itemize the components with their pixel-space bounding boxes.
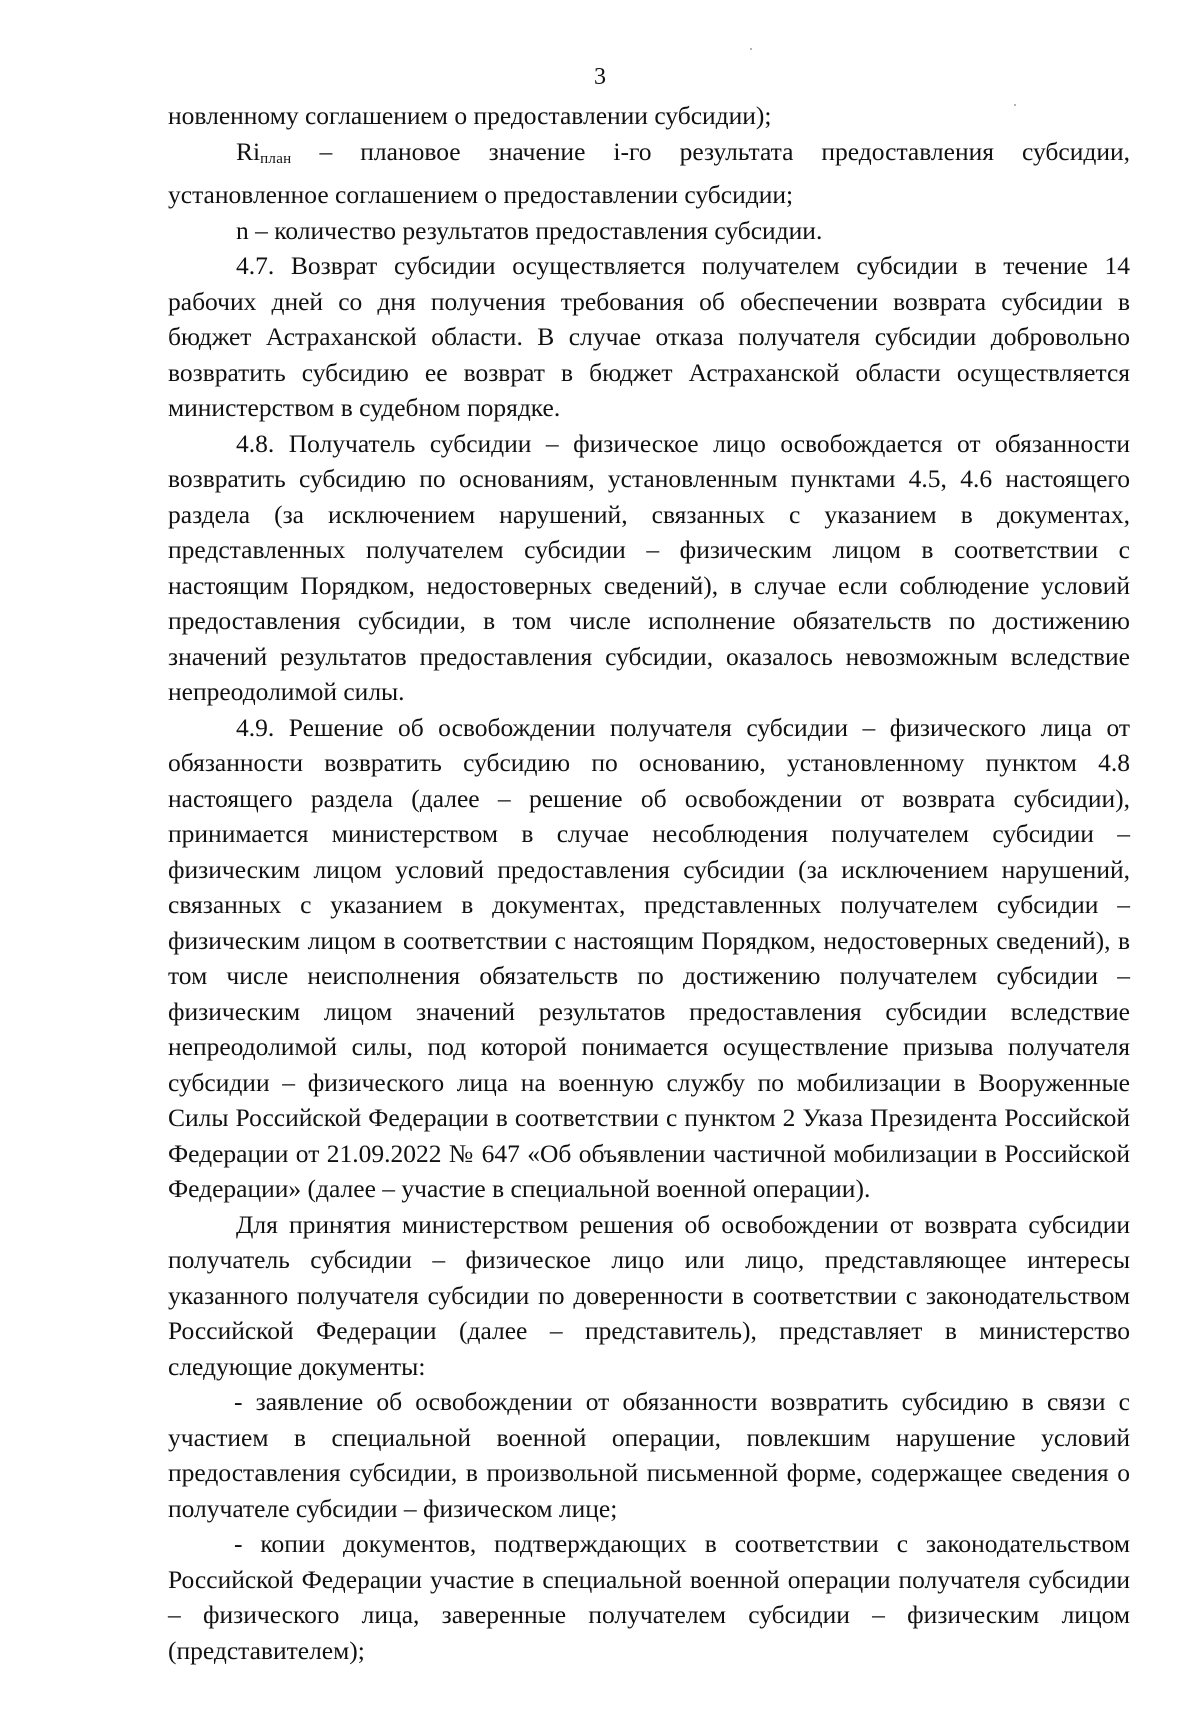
paragraph-ri-plan-definition	[168, 134, 1130, 213]
paragraph-documents-intro: Для принятия министерством решения об освобождении от возврата субсидии получатель субсидии – физическое лицо или лицо, представляющее интересы указанного получателя субсидии по доверенности в соответствии с законодательством Российской Федерации (далее – представитель), представляет в министерство следующие документы:	[168, 1209, 1130, 1381]
paragraph-4-9: 4.9. Решение об освобождении получателя субсидии – физического лица от обязанности возвратить субсидию по основанию, установленному пунктом 4.8 настоящего раздела (далее – решение об освобождении от возврата субсидии), принимается министерством в случае несоблюдения получателем субсидии – физическим лицом условий предоставления субсидии (за исключением нарушений, связанных с указанием в документах, представленных получателем субсидии – физическим лицом в соответствии с настоящим Порядком, недостоверных сведений), в том числе неисполнения обязательств по достижению получателем субсидии – физическим лицом значений результатов предоставления субсидии вследствие непреодолимой силы, под которой понимается осуществление призыва получателя субсидии – физического лица на военную службу по мобилизации в Вооруженные Силы Российской Федерации в соответствии с пунктом 2 Указа Президента Российской Федерации от 21.09.2022 № 647 «Об объявлении частичной мобилизации в Российской Федерации» (далее – участие в специальной военной операции).	[168, 712, 1130, 1203]
scan-speck	[1014, 104, 1016, 106]
document-body	[168, 98, 1130, 1668]
ri-subscript: план	[260, 150, 292, 167]
list-item-application: - заявление об освобождении от обязанности возвратить субсидию в связи с участием в специальной военной операции, повлекшим нарушение условий предоставления субсидии, в произвольной письменной форме, содержащее сведения о получателе субсидии – физическом лице;	[168, 1387, 1130, 1523]
paragraph-4-8: 4.8. Получатель субсидии – физическое лицо освобождается от обязанности возвратить субсидию по основаниям, установленным пунктами 4.5, 4.6 настоящего раздела (за исключением нарушений, связанных с указанием в документах, представленных получателем субсидии – физическим лицом в соответствии с настоящим Порядком, недостоверных сведений), в случае если соблюдение условий предоставления субсидии, в том числе исполнение обязательств по достижению значений результатов предоставления субсидии, оказалось невозможным вследствие непреодолимой силы.	[168, 428, 1130, 706]
scan-speck	[750, 48, 752, 50]
paragraph-4-7: 4.7. Возврат субсидии осуществляется получателем субсидии в течение 14 рабочих дней со дня получения требования об обеспечении возврата субсидии в бюджет Астраханской области. В случае отказа получателя субсидии добровольно возвратить субсидию ее возврат в бюджет Астраханской области осуществляется министерством в судебном порядке.	[168, 251, 1130, 422]
ri-definition-text: – плановое значение i-го результата предоставления субсидии, установленное соглашением о предоставлении субсидии;	[168, 136, 1130, 209]
page-number: 3	[594, 64, 606, 90]
list-item-document-copies: - копии документов, подтверждающих в соответствии с законодательством Российской Федерации участие в специальной военной операции получателя субсидии – физического лица, заверенные получателем субсидии – физическим лицом (представителем);	[168, 1529, 1130, 1665]
paragraph-n-definition: n – количество результатов предоставления субсидии.	[236, 215, 823, 245]
ri-symbol: Ri	[236, 136, 261, 166]
paragraph-continuation: новленному соглашением о предоставлении субсидии);	[168, 101, 772, 130]
